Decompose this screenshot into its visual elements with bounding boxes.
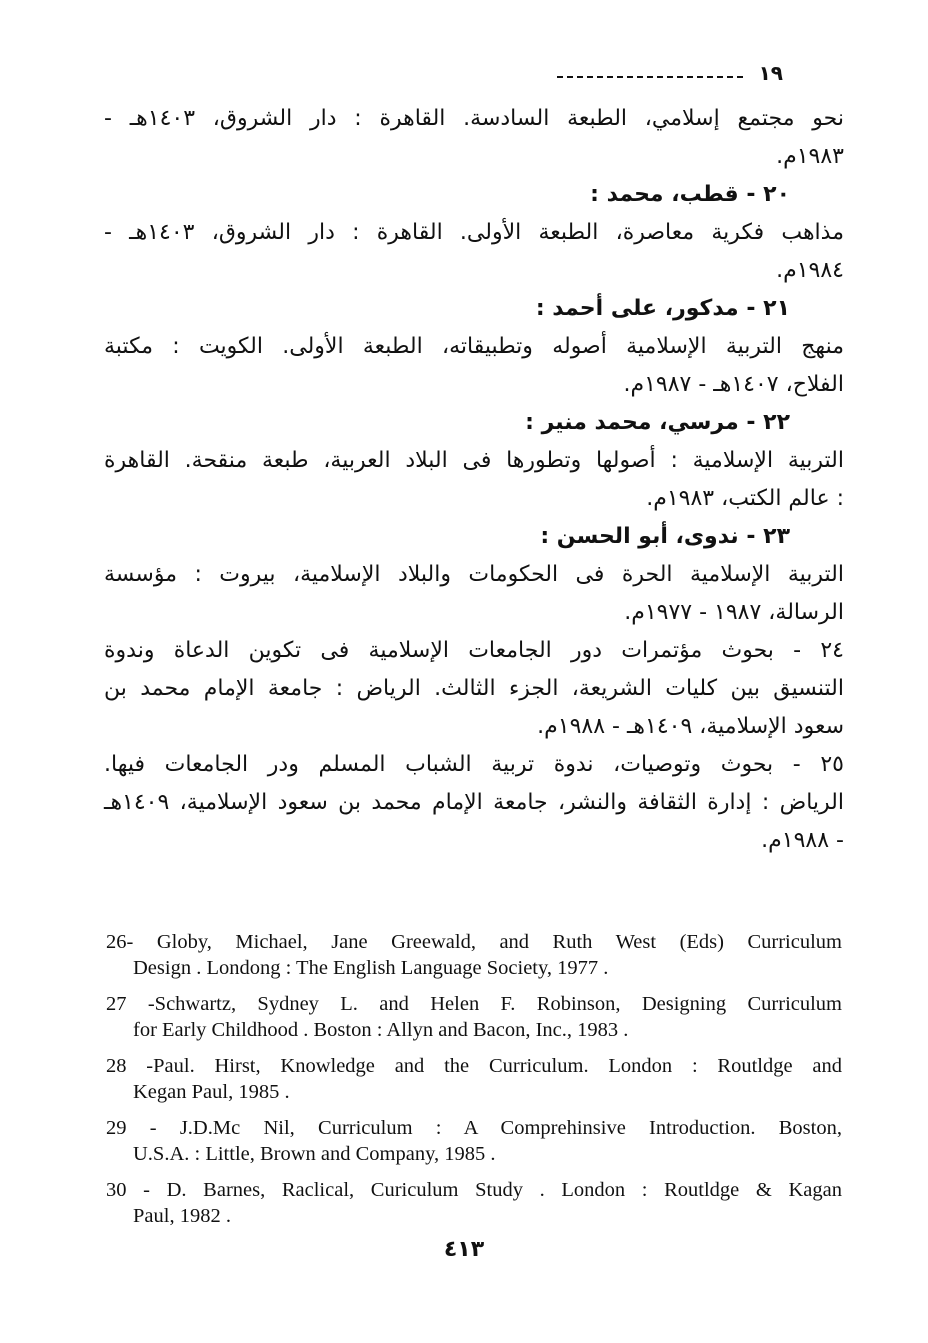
arabic-ref-25 [104,746,844,860]
english-ref-27 [106,991,842,1043]
english-references [106,929,842,1239]
ref-text-line: ١٩٨٤م. [776,258,844,283]
arabic-ref-23 [104,518,844,632]
ref-text-line: for Early Childhood . Boston : Allyn and Bacon, Inc., 1983 . [133,1019,629,1041]
ref-text-line: منهج التربية الإسلامية أصوله وتطبيقاته، الطبعة الأولى. الكويت : مكتبة [104,334,844,359]
ref-text-line: الفلاح، ١٤٠٧هـ - ١٩٨٧م. [623,372,844,397]
ref-text-line: الرسالة، ١٩٨٧ - ١٩٧٧م. [624,600,844,625]
ref-text-line: التربية الإسلامية الحرة فى الحكومات والبلاد الإسلامية، بيروت : مؤسسة [104,562,844,587]
dashed-separator [557,76,743,78]
ref-text-line: 30 - D. Barnes, Raclical, Curiculum Study . London : Routldge & Kagan [106,1179,842,1201]
ref-text-line: U.S.A. : Little, Brown and Company, 1985 . [133,1143,496,1165]
author-heading: ٢٢ - مرسي، محمد منير : [525,410,790,435]
ref-text-line: التنسيق بين كليات الشريعة، الجزء الثالث. الرياض : جامعة الإمام محمد بن [104,676,844,701]
author-heading: ٢٣ - ندوى، أبو الحسن : [540,524,790,549]
author-heading: ٢١ - مدكور، على أحمد : [535,296,790,321]
ref-text-line: مذاهب فكرية معاصرة، الطبعة الأولى. القاهرة : دار الشروق، ١٤٠٣هـ - [104,220,844,245]
ref-text-line: 27 -Schwartz, Sydney L. and Helen F. Robinson, Designing Curriculum [106,993,842,1015]
item-19-number: ١٩ [758,61,783,85]
arabic-ref-19 [104,100,844,176]
ref-text-line: : عالم الكتب، ١٩٨٣م. [646,486,844,511]
ref-text-line: نحو مجتمع إسلامي، الطبعة السادسة. القاهرة : دار الشروق، ١٤٠٣هـ - [104,106,844,131]
ref-text-line: Paul, 1982 . [133,1205,231,1227]
arabic-references [104,100,844,860]
arabic-ref-24 [104,632,844,746]
arabic-ref-21 [104,290,844,404]
ref-text-line: ٢٤ - بحوث مؤتمرات دور الجامعات الإسلامية فى تكوين الدعاة وندوة [104,638,844,663]
ref-text-line: Design . Londong : The English Language Society, 1977 . [133,957,609,979]
author-heading: ٢٠ - قطب، محمد : [590,182,790,207]
ref-text-line: - ١٩٨٨م. [761,828,844,853]
english-ref-28 [106,1053,842,1105]
english-ref-29 [106,1115,842,1167]
ref-text-line: سعود الإسلامية، ١٤٠٩هـ - ١٩٨٨م. [537,714,844,739]
ref-text-line: 29 - J.D.Mc Nil, Curriculum : A Comprehinsive Introduction. Boston, [106,1117,842,1139]
ref-text-line: Kegan Paul, 1985 . [133,1081,290,1103]
ref-text-line: ٢٥ - بحوث وتوصيات، ندوة تربية الشباب المسلم ودر الجامعات فيها. [104,752,844,777]
english-ref-30 [106,1177,842,1229]
ref-text-line: ١٩٨٣م. [776,144,844,169]
ref-text-line: الرياض : إدارة الثقافة والنشر، جامعة الإمام محمد بن سعود الإسلامية، ١٤٠٩هـ [104,790,844,815]
item-19-header [557,61,783,89]
arabic-ref-22 [104,404,844,518]
ref-text-line: 26- Globy, Michael, Jane Greewald, and Ruth West (Eds) Curriculum [106,931,842,953]
english-ref-26 [106,929,842,981]
ref-text-line: 28 -Paul. Hirst, Knowledge and the Curriculum. London : Routldge and [106,1055,842,1077]
ref-text-line: التربية الإسلامية : أصولها وتطورها فى البلاد العربية، طبعة منقحة. القاهرة [104,448,844,473]
arabic-ref-20 [104,176,844,290]
page-number: ٤١٣ [443,1237,485,1262]
